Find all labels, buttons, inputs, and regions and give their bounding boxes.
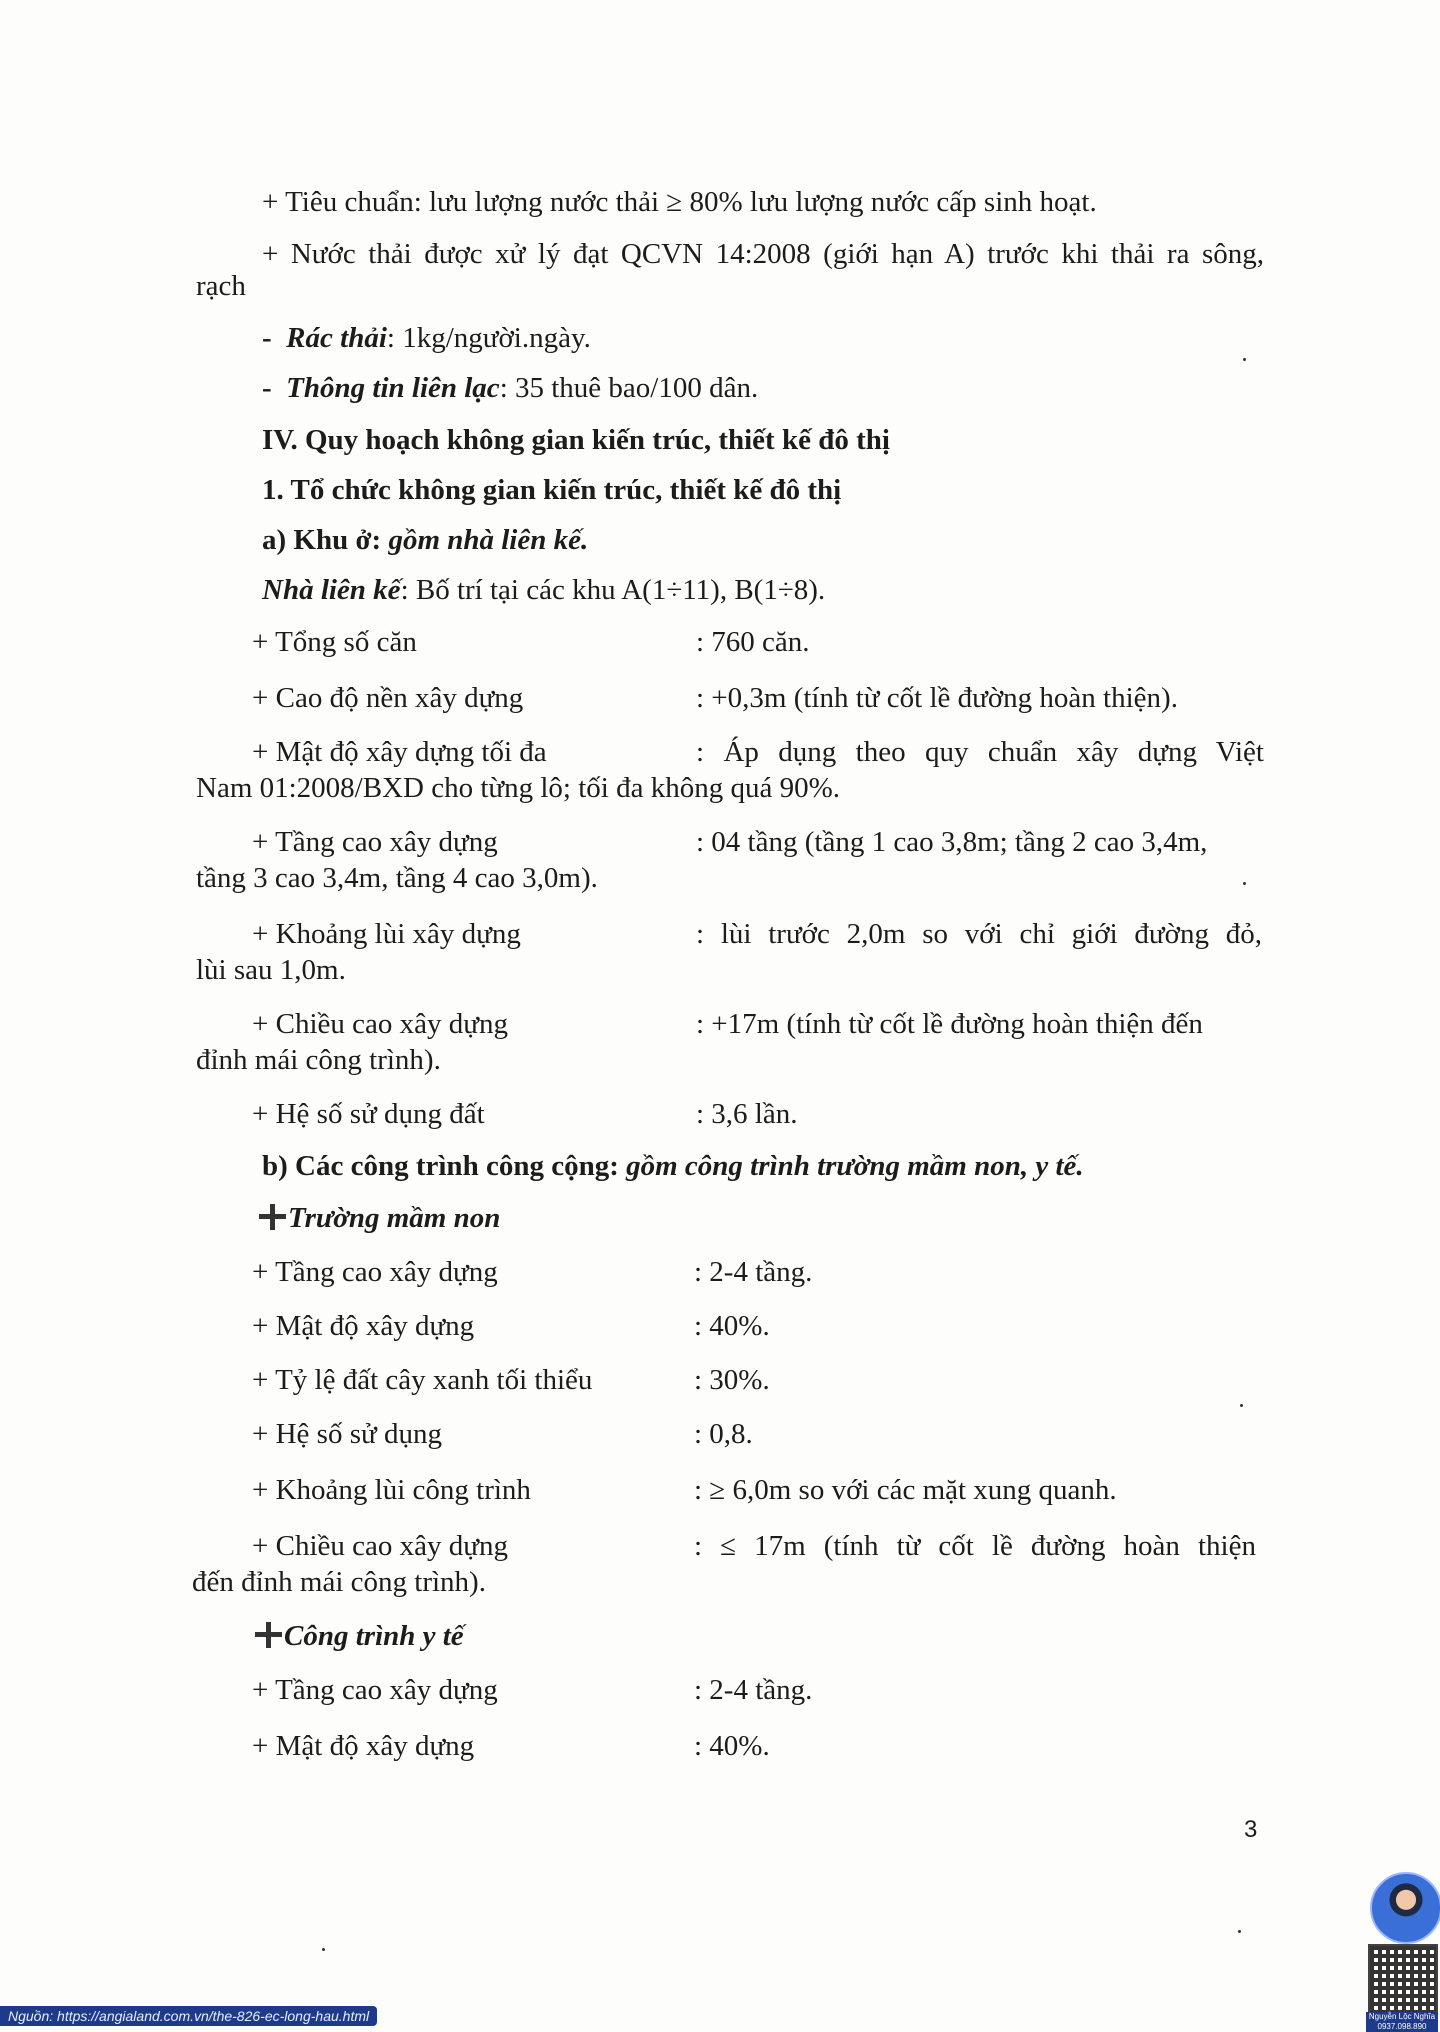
category-title: Trường mầm non [288,1202,501,1234]
spec-value: : +0,3m (tính từ cốt lề đường hoàn thiện). [696,682,1178,714]
spec-row [252,682,1262,718]
text-line: Nam 01:2008/BXD cho từng lô; tối đa không quá 90%. [196,772,840,804]
text-line: + Nước thải được xử lý đạt QCVN 14:2008 (giới hạn A) trước khi thải ra sông, [262,238,1264,270]
cross-bullet-icon [254,1622,282,1648]
spec-label: + Mật độ xây dựng tối đa [252,736,547,768]
spec-row [252,1008,1262,1044]
avatar [1370,1872,1440,1944]
dash: - [262,322,287,354]
spec-value: : 2-4 tầng. [694,1256,813,1288]
text-line: lùi sau 1,0m. [196,954,346,986]
list-item [262,322,591,355]
spec-value: : 30%. [694,1364,770,1396]
spec-value: : 2-4 tầng. [694,1674,813,1706]
spec-label: + Tầng cao xây dựng [252,826,498,858]
category-heading [254,1620,464,1653]
item-value: : Bố trí tại các khu A(1÷11), B(1÷8). [400,574,826,606]
list-item [262,372,758,405]
spec-value: : 40%. [694,1310,770,1342]
spec-label: + Cao độ nền xây dựng [252,682,524,714]
heading-bold: a) Khu ở: [262,524,389,556]
spec-row [252,626,1262,662]
item-label: Thông tin liên lạc [286,372,500,404]
spec-value: : lùi trước 2,0m so với chỉ giới đường đỏ, [696,918,1262,950]
subsection-heading: 1. Tổ chức không gian kiến trúc, thiết kế đô thị [262,474,842,506]
item-label: Nhà liên kế [262,574,401,606]
subsection-heading [262,524,588,557]
item-label: Rác thải [286,322,387,354]
heading-italic: gồm công trình trường mầm non, y tế. [626,1150,1084,1182]
spec-row [252,1310,1262,1346]
spec-label: + Tầng cao xây dựng [252,1674,498,1706]
spec-label: + Tổng số căn [252,626,417,658]
spec-row [252,1674,1262,1710]
spec-label: + Hệ số sử dụng đất [252,1098,485,1130]
spec-row [252,1098,1262,1134]
text-line: tầng 3 cao 3,4m, tầng 4 cao 3,0m). [196,862,598,894]
contact-badge: Nguyễn Lộc Nghĩa 0937.098.890 [1366,2012,1438,2032]
spec-label: + Mật độ xây dựng [252,1730,475,1762]
spec-value: : 0,8. [694,1418,753,1450]
text-line: đến đỉnh mái công trình). [192,1566,486,1598]
item-value: : 35 thuê bao/100 dân. [499,372,759,404]
scan-speck [322,1948,325,1951]
spec-label: + Tầng cao xây dựng [252,1256,498,1288]
spec-row [252,826,1262,862]
spec-value: : ≥ 6,0m so với các mặt xung quanh. [694,1474,1117,1506]
text-line: + Tiêu chuẩn: lưu lượng nước thải ≥ 80% lưu lượng nước cấp sinh hoạt. [262,186,1097,218]
paragraph [262,574,825,607]
spec-label: + Khoảng lùi xây dựng [252,918,521,950]
page-number: 3 [1244,1816,1258,1843]
section-heading: IV. Quy hoạch không gian kiến trúc, thiết kế đô thị [262,424,890,456]
spec-row [252,1530,1262,1566]
spec-label: + Khoảng lùi công trình [252,1474,531,1506]
spec-label: + Chiều cao xây dựng [252,1008,508,1040]
spec-row [252,918,1262,954]
category-heading [258,1202,500,1235]
spec-value: : 3,6 lần. [696,1098,798,1130]
heading-bold: b) Các công trình công cộng: [262,1150,627,1182]
scan-speck [1243,358,1246,361]
spec-label: + Hệ số sử dụng [252,1418,442,1450]
heading-italic: gồm nhà liên kế. [388,524,589,556]
item-value: : 1kg/người.ngày. [386,322,591,354]
cross-bullet-icon [258,1204,286,1230]
text-line: đỉnh mái công trình). [196,1044,441,1076]
spec-row [252,1256,1262,1292]
qr-code-icon [1368,1944,1438,2014]
spec-value: : 760 căn. [696,626,810,658]
spec-value: : +17m (tính từ cốt lề đường hoàn thiện đến [696,1008,1203,1040]
source-link[interactable]: Nguồn: https://angialand.com.vn/the-826-ec-long-hau.html [0,2006,377,2026]
text-line: rạch [196,270,246,302]
spec-label: + Mật độ xây dựng [252,1310,475,1342]
category-title: Công trình y tế [284,1620,464,1652]
spec-value: : Áp dụng theo quy chuẩn xây dựng Việt [696,736,1264,768]
subsection-heading [262,1150,1084,1183]
dash: - [262,372,287,404]
spec-row [252,1474,1262,1510]
spec-row [252,1364,1262,1400]
spec-value: : 04 tầng (tầng 1 cao 3,8m; tầng 2 cao 3,4m, [696,826,1208,858]
spec-label: + Chiều cao xây dựng [252,1530,508,1562]
spec-row [252,1418,1262,1454]
scan-speck [1238,1930,1241,1933]
spec-value: : 40%. [694,1730,770,1762]
spec-value: : ≤ 17m (tính từ cốt lề đường hoàn thiện [694,1530,1256,1562]
spec-row [252,1730,1262,1766]
spec-label: + Tỷ lệ đất cây xanh tối thiểu [252,1364,593,1396]
scan-speck [1240,1404,1243,1407]
scan-speck [1243,882,1246,885]
spec-row [252,736,1262,772]
